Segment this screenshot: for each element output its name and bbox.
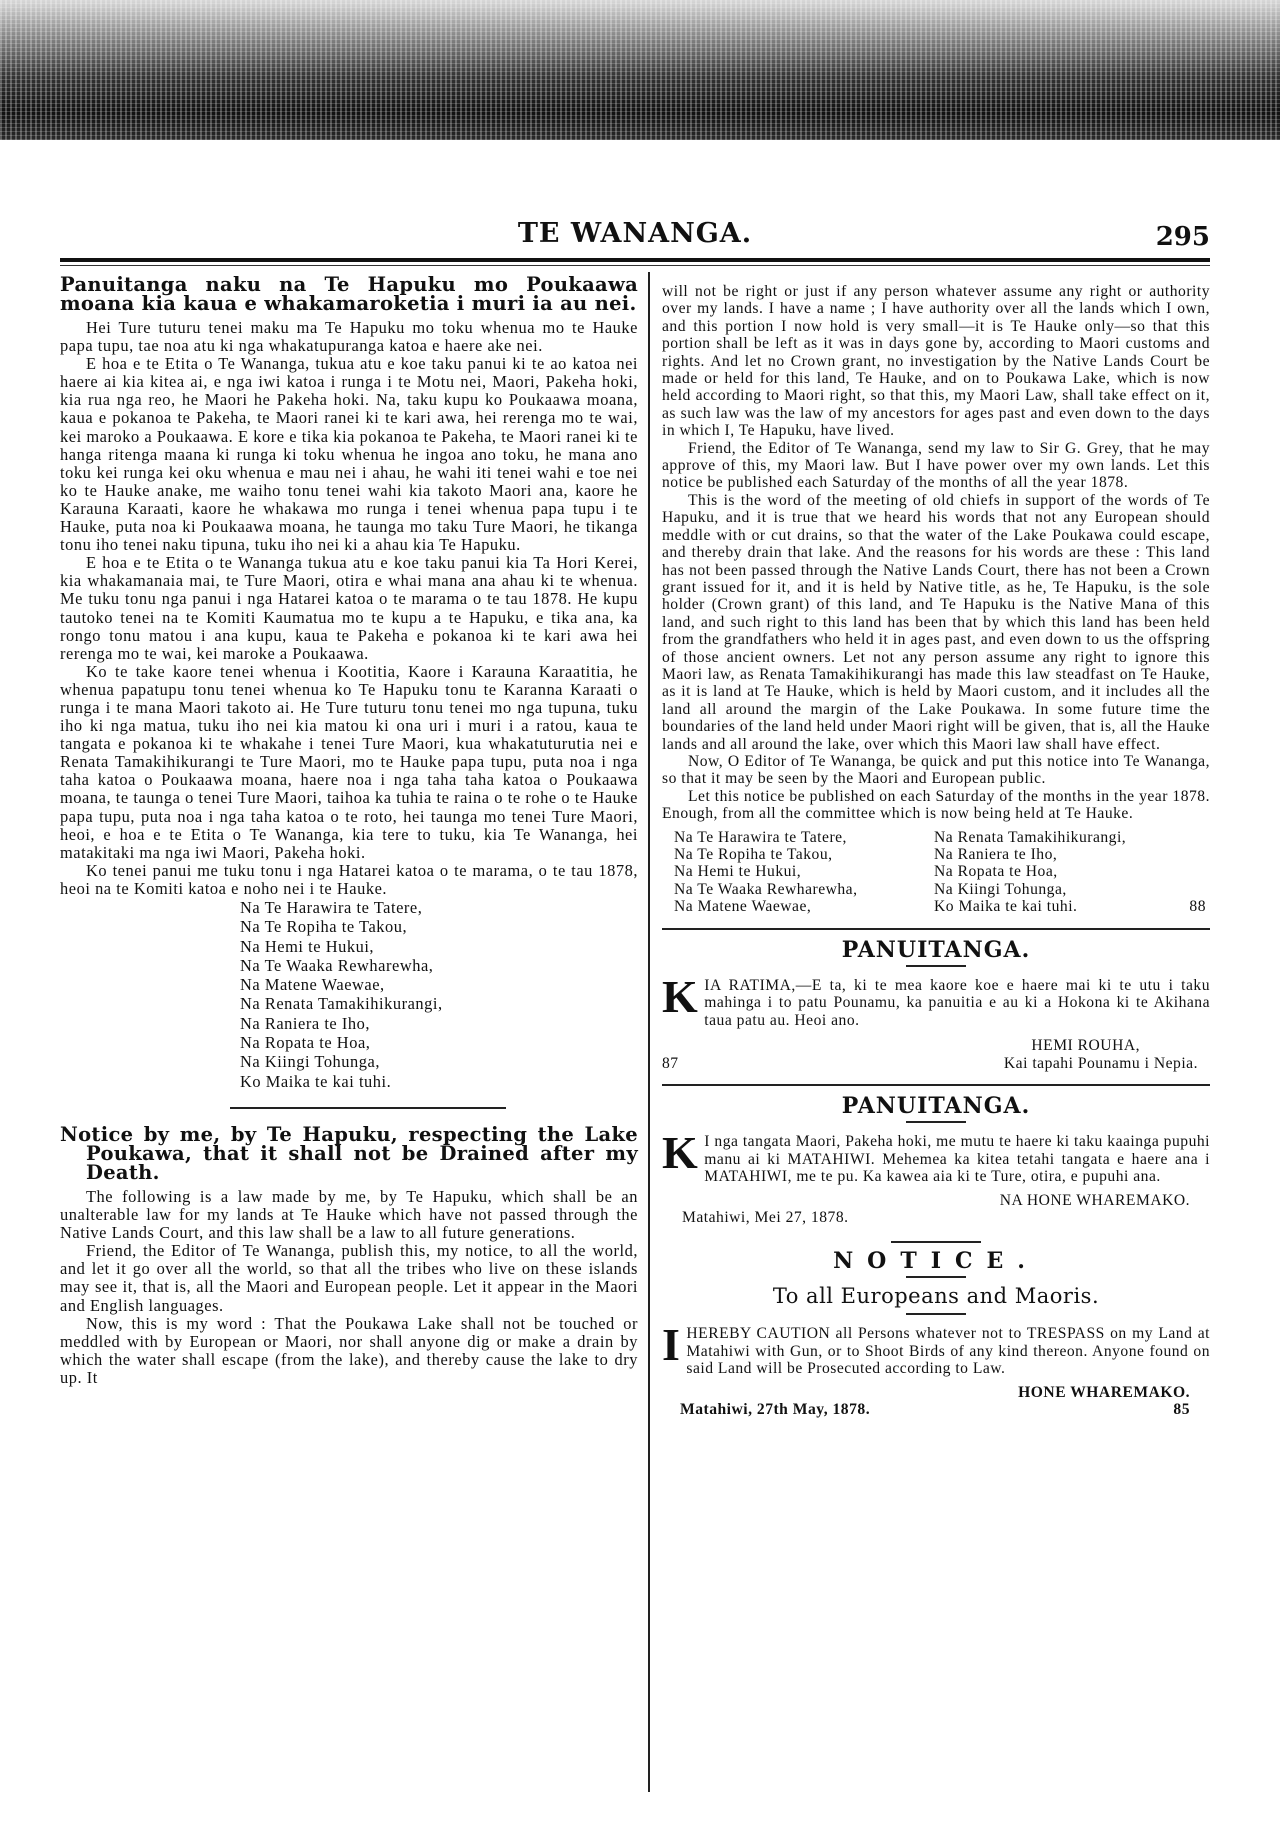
advert-notice bbox=[662, 1247, 1210, 1419]
paragraph: Let this notice be published on each Saturday of the months in the year 1878. Enough, from all the committee which is now being held at Te Hauke. bbox=[662, 787, 1210, 823]
signatory: Na Matene Waewae, bbox=[674, 898, 812, 916]
signatory: Na Te Ropiha te Takou, bbox=[674, 846, 833, 863]
paragraph: Now, this is my word : That the Poukawa Lake shall not be touched or meddled with by European or Maori, nor shall anyone dig or make a drain by which the water shall escape (from the lake), and thereby cause the lake to dry up. It bbox=[60, 1313, 638, 1387]
short-rule bbox=[906, 1276, 966, 1278]
advert-panuitanga-1 bbox=[662, 936, 1210, 1072]
advert-body: I nga tangata Maori, Pakeha hoki, me mutu te haere ki taku kaainga pupuhi manu ai ki MATAHIWI. Mehemea ka kitea tetahi tangata e haere ana i MATAHIWI, me te pu. Ka kawea aia ki te Ture, otira, e pupuhi ana. bbox=[704, 1133, 1210, 1186]
column-divider bbox=[648, 272, 650, 1792]
paragraph: Friend, the Editor of Te Wananga, publish this, my notice, to all the world, and let it go over all the world, so that all the tribes who live on these islands may see it, that is, all the Maori and European people. Let it appear in the Maori and English languages. bbox=[60, 1241, 638, 1315]
masthead-rule bbox=[60, 258, 1210, 262]
signatory: Na Raniera te Iho, bbox=[934, 846, 1058, 863]
newspaper-title: TE WANANGA. bbox=[517, 218, 753, 249]
signatory: Na Te Harawira te Tatere, bbox=[674, 828, 847, 846]
advert-date: Matahiwi, Mei 27, 1878. bbox=[682, 1209, 849, 1227]
english-notice bbox=[60, 1122, 638, 1387]
scan-noise-band bbox=[0, 0, 1280, 140]
masthead-rule-thin bbox=[60, 265, 1210, 266]
advert-text bbox=[662, 971, 1210, 1029]
advert-panuitanga-2 bbox=[662, 1093, 1210, 1227]
paragraph: This is the word of the meeting of old chiefs in support of the words of Te Hapuku, and it is true that we heard his words that not any European should meddle with or cut drains, so that the water of the Lake Poukawa could escape, and thereby drain that lake. And the reasons for his words are these : This land has not been passed through the Native Lands Court, there has not been a Crown grant issued for it, and it is held by Native title, as he, Te Hapuku, is the sole holder (Crown grant) of this land, and Te Hapuku is the Native Mana of this land, and such right to this land has been that by which this land has been held from the grandfathers who held it in ages past, and even down to us the offspring of those ancient owners. Let not any person assume any right to ignore this Maori law, as Renata Tamakihikurangi has made this law steadfast on Te Hauke, as it is land at Te Hauke, which is held by Maori custom, and it includes all the land all around the margin of the Lake Poukawa. In some future time the boundaries of the land held under Maori right will be given, that is, all the Hauke lands and all around the lake, over which this Maori law shall have effect. bbox=[662, 491, 1210, 753]
right-column bbox=[662, 283, 1210, 1418]
drop-cap: I bbox=[662, 1319, 681, 1371]
signatory: Na Te Ropiha te Takou, bbox=[240, 917, 408, 937]
signatory-list bbox=[60, 898, 638, 1091]
short-rule bbox=[891, 1241, 981, 1243]
drop-cap: K bbox=[662, 1127, 699, 1179]
signatory: Na Hemi te Hukui, bbox=[674, 863, 802, 881]
signatory: Na Te Waaka Rewharewha, bbox=[240, 955, 434, 975]
advert-signer: HONE WHAREMAKO. bbox=[1018, 1383, 1190, 1401]
advert-title: PANUITANGA. bbox=[841, 1093, 1031, 1120]
advert-footer bbox=[662, 1055, 1210, 1072]
english-notice-heading: Notice by me, by Te Hapuku, respecting the Lake Poukawa, that it shall not be Drained after my Death. bbox=[60, 1122, 638, 1184]
advert-footer bbox=[662, 1401, 1210, 1418]
signatory-columns bbox=[662, 829, 1210, 916]
signatory: Na Kiingi Tohunga, bbox=[240, 1052, 381, 1072]
short-rule bbox=[906, 1313, 966, 1315]
advert-subtitle: To all Europeans and Maoris. bbox=[772, 1283, 1100, 1308]
paragraph: The following is a law made by me, by Te Hapuku, which shall be an unalterable law for my lands at Te Hauke which have not passed through the Native Lands Court, and this law shall be a law to all future generations. bbox=[60, 1186, 638, 1243]
signatory-column bbox=[674, 829, 934, 916]
signatory: Na Renata Tamakihikurangi, bbox=[934, 828, 1127, 846]
signatory: Na Ropata te Hoa, bbox=[240, 1033, 371, 1053]
section-rule bbox=[230, 1107, 506, 1109]
signatory: Ko Maika te kai tuhi. bbox=[934, 898, 1078, 916]
paragraph: will not be right or just if any person whatever assume any right or authority over my lands. I have a name ; I have authority over all the lands which I own, and this portion I now hold is very small—it is Te Hauke only—so that this portion shall be left as it was in days gone by, according to Maori customs and rights. And let no Crown grant, no investigation by the Native Lands Court be made or held for this land, Te Hauke, and on to Poukawa Lake, which is now held according to Maori right, so that this, my Maori Law, shall take effect on it, as such law was the law of my ancestors for ages past and even down to the days in which I, Te Hapuku, have lived. bbox=[662, 283, 1210, 440]
paragraph: Ko tenei panui me tuku tonu i nga Hatarei katoa o te marama, o te tau 1878, heoi na te Komiti katoa e noho nei i te Hauke. bbox=[60, 860, 638, 898]
maori-notice-heading: Panuitanga naku na Te Hapuku mo Poukaawa moana kia kaua e whakamaroketia i muri ia au nei. bbox=[60, 273, 638, 315]
maori-notice bbox=[60, 275, 638, 1091]
advert-text bbox=[662, 1127, 1210, 1186]
signatory: Na Te Waaka Rewharewha, bbox=[674, 880, 858, 898]
signatory: Na Raniera te Iho, bbox=[240, 1013, 371, 1033]
advert-date: Matahiwi, 27th May, 1878. bbox=[680, 1400, 871, 1418]
advert-title: PANUITANGA. bbox=[841, 936, 1031, 963]
advert-text bbox=[662, 1319, 1210, 1378]
paragraph: Friend, the Editor of Te Wananga, send my law to Sir G. Grey, that he may approve of this, my Maori law. But I have power over my own lands. Let this notice be published each Saturday of the months of all the year 1878. bbox=[662, 439, 1210, 492]
short-rule bbox=[906, 965, 966, 967]
left-column bbox=[60, 275, 638, 1387]
paragraph: Hei Ture tuturu tenei maku ma Te Hapuku mo toku whenua mo te Hauke papa tupu, tae noa atu ki nga whakatupuranga katoa e haere ake nei. bbox=[60, 318, 638, 356]
signatory: Na Renata Tamakihikurangi, bbox=[240, 994, 443, 1014]
advert-body: HEREBY CAUTION all Persons whatever not to TRESPASS on my Land at Matahiwi with Gun, or to Shoot Birds of any kind thereon. Anyone found on said Land will be Prosecuted according to Law. bbox=[686, 1325, 1210, 1378]
signatory: Ko Maika te kai tuhi. bbox=[240, 1071, 392, 1091]
paragraph: E hoa e te Etita o Te Wananga, tukua atu e koe taku panui ki te ao katoa nei haere ai kia kitea ai, e nga iwi katoa i runga i te Motu nei, Maori, Pakeha hoki, kia rua nga reo, he Maori he Pakeha hoki. Na, taku kupu ko Poukaawa moana, kaua e pokanoa te Pakeha, te Maori ranei ki te kari awa, hei rerenga mo te wai, kei maroko a Poukaawa. E kore e tika kia pokanoa te Pakeha, te Maori ranei ki te hanga ritenga maana ki runga ki toku whenua he ingoa ano toku, he mana ano toku kei runga kei oku whenua e mau nei i ahau, he wahi iti tenei wahi e toe nei ko te Hauke anake, me waiho tonu tenei wahi kia takoto Maori ana, kaore he Karauna Karaati, kaore he whakawa mo runga i tenei whenua papa tupu i te Hauke, puta noa ki Poukaawa moana, he taunga mo taku Ture Maori, he tikanga tonu iho tenei naku tipuna, tuku iho nei ki a ahau kia Te Hapuku. bbox=[60, 354, 638, 555]
signatory: Na Hemi te Hukui, bbox=[240, 936, 375, 956]
ad-number: 87 bbox=[662, 1054, 679, 1072]
paragraph: Ko te take kaore tenei whenua i Kootitia, Kaore i Karauna Karaatitia, he whenua papatupu tonu tenei whenua ko Te Hapuku tonu te Karanna Karaati o runga i te mana Maori takoto ai. He Ture tuturu tonu tenei mo nga tupuna, tuku iho ki nga matua, tuku iho nei kia matou ki ona uri i muri i a ratou, kaua te tangata e pokanoa ki te whakahe i tenei Ture Maori, kua whakatuturutia nei e Renata Tamakihikurangi te Ture Maori, mo te Hauke papa tupu, puta noa i nga taha katoa o Poukaawa moana, haere noa i nga taha taha katoa o Poukaawa moana, te taunga o tenei Ture Maori, taihoa ka tuhia te raina o te rohe o te Hauke papa tupu, puta noa i nga taha katoa o te roto, hei taunga mo tenei Ture Maori, heoi, e hoa e te Etita o Te Wananga, kia tere to tuku, kia Te Wananga, hei matakitaki ma nga iwi Maori, Pakeha hoki. bbox=[60, 661, 638, 862]
advert-signer: HEMI ROUHA, bbox=[1031, 1037, 1140, 1055]
paragraph: E hoa e te Etita o te Wananga tukua atu e koe taku panui kia Ta Hori Kerei, kia whakamanaia mai, te Ture Maori, otira e whai mana ana ahau ki te whenua. Me tuku tonu nga panui i nga Hatarei katoa o te marama o te tau 1878. He kupu tautoko tenei na te Komiti Kaumatua mo te kupu a te Hapuku, e tika ana, ka rongo tonu matou i ana kupu, kaua te Pakeha e pokanoa ki te kari awa hei rerenga mo te wai, kei maroke a Poukaawa. bbox=[60, 553, 638, 663]
signatory: Na Te Harawira te Tatere, bbox=[240, 898, 423, 917]
signer-title: Kai tapahi Pounamu i Nepia. bbox=[1003, 1054, 1198, 1072]
drop-cap: K bbox=[662, 971, 699, 1023]
signatory: Na Kiingi Tohunga, bbox=[934, 880, 1067, 898]
advert-signer: NA HONE WHAREMAKO. bbox=[999, 1191, 1190, 1209]
section-rule bbox=[662, 1084, 1210, 1086]
page-number: 295 bbox=[1155, 222, 1210, 252]
advert-title: NOTICE. bbox=[833, 1247, 1039, 1274]
section-rule bbox=[662, 928, 1210, 930]
ad-number: 85 bbox=[1173, 1400, 1190, 1418]
paragraph: Now, O Editor of Te Wananga, be quick and put this notice into Te Wananga, so that it may be seen by the Maori and European public. bbox=[662, 752, 1210, 788]
short-rule bbox=[906, 1121, 966, 1123]
masthead bbox=[60, 218, 1210, 258]
signatory-column bbox=[934, 829, 1194, 916]
signatory: Na Ropata te Hoa, bbox=[934, 863, 1058, 881]
advert-body: IA RATIMA,—E ta, ki te mea kaore koe e haere mai ki te utu i taku mahinga i to patu Pounamu, ka panuitia e au ki a Hokona ki te Akihana taua patu au. Heoi ano. bbox=[704, 977, 1210, 1029]
signatory: Na Matene Waewae, bbox=[240, 975, 385, 995]
ad-number: 88 bbox=[1189, 898, 1206, 916]
